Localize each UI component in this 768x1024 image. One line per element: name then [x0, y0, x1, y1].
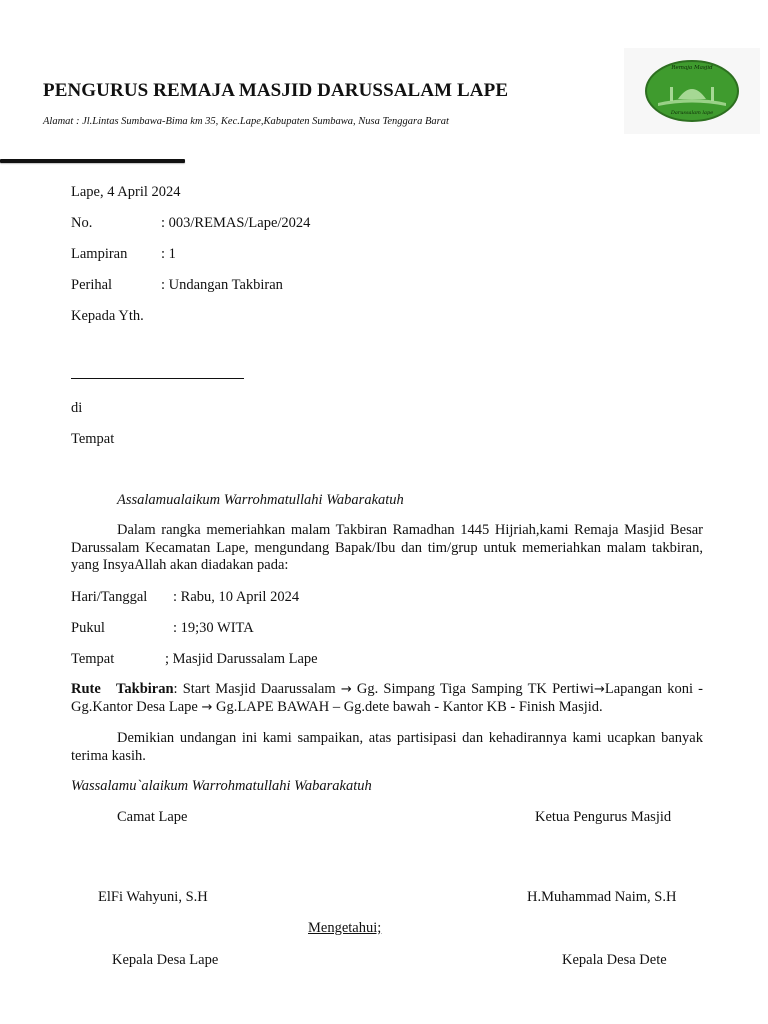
- letter-number-label: No.: [71, 215, 93, 231]
- event-venue-label: Tempat: [71, 651, 115, 667]
- subject-row: [71, 277, 283, 294]
- route-text-2: Gg. Simpang Tiga Samping TK Pertiwi: [351, 681, 594, 697]
- subject-label: Perihal: [71, 277, 113, 293]
- event-day-value: : Rabu, 10 April 2024: [173, 589, 300, 605]
- event-time-value: : 19;30 WITA: [173, 620, 254, 636]
- greeting: Assalamualaikum Warrohmatullahi Wabarakatuh: [117, 492, 404, 508]
- arrow-right-icon: →: [593, 682, 605, 697]
- signatory-right-title: Ketua Pengurus Masjid: [535, 809, 672, 825]
- closing-paragraph: Demikian undangan ini kami sampaikan, atas partisipasi dan kehadirannya kami ucapkan banyak terima kasih.: [71, 730, 703, 764]
- signatory-left-title: Camat Lape: [117, 809, 188, 825]
- signatory-left-title-2: Kepala Desa Lape: [112, 952, 219, 968]
- event-day-row: [71, 589, 299, 606]
- recipient-label: Kepada Yth.: [71, 308, 144, 324]
- di-label: di: [71, 400, 83, 416]
- signatory-right-name: H.Muhammad Naim, S.H: [527, 889, 677, 905]
- organization-title: PENGURUS REMAJA MASJID DARUSSALAM LAPE: [43, 80, 509, 101]
- intro-paragraph: Dalam rangka memeriahkan malam Takbiran Ramadhan 1445 Hijriah,kami Remaja Masjid Besar Darussalam Kecamatan Lape, mengundang Bapak/Ibu dan tim/grup untuk memeriahkan malam takbiran, yang InsyaAllah akan diadakan pada:: [71, 522, 703, 573]
- recipient-blank-line: [71, 378, 244, 379]
- attachment-row: [71, 246, 176, 263]
- route-text-3: Lapangan koni - Gg.Kantor Desa Lape: [71, 681, 703, 715]
- letter-number-value: : 003/REMAS/Lape/2024: [161, 215, 311, 231]
- logo-text-top: Remaja Masjid: [671, 65, 713, 71]
- logo-text-bottom: Darussalam lape: [670, 110, 714, 116]
- farewell: Wassalamu`alaikum Warrohmatullahi Wabarakatuh: [71, 778, 372, 794]
- attachment-value: : 1: [161, 246, 176, 262]
- event-time-row: [71, 620, 254, 637]
- route-text-1: : Start Masjid Daarussalam: [173, 681, 341, 697]
- organization-logo: [624, 48, 760, 134]
- route-label: Rute Takbiran: [71, 681, 174, 697]
- letter-number-row: [71, 215, 310, 232]
- signatory-left-name: ElFi Wahyuni, S.H: [98, 889, 208, 905]
- organization-address: Alamat : Jl.Lintas Sumbawa-Bima km 35, Kec.Lape,Kabupaten Sumbawa, Nusa Tenggara Barat: [43, 116, 449, 127]
- event-day-label: Hari/Tanggal: [71, 589, 148, 605]
- mosque-logo-icon: [644, 59, 740, 123]
- place-label: Tempat: [71, 431, 115, 447]
- letter-date: Lape, 4 April 2024: [71, 184, 181, 200]
- attachment-label: Lampiran: [71, 246, 128, 262]
- event-venue-row: [71, 651, 318, 668]
- event-venue-value: ; Masjid Darussalam Lape: [165, 651, 318, 667]
- event-time-label: Pukul: [71, 620, 105, 636]
- subject-value: : Undangan Takbiran: [161, 277, 283, 293]
- signatory-right-title-2: Kepala Desa Dete: [562, 952, 667, 968]
- arrow-right-icon: →: [340, 682, 352, 697]
- route-text-4: Gg.LAPE BAWAH – Gg.dete bawah - Kantor KB - Finish Masjid.: [212, 698, 603, 715]
- arrow-right-icon: →: [201, 699, 213, 715]
- route-paragraph: [71, 681, 703, 716]
- acknowledged-label: Mengetahui;: [308, 920, 382, 936]
- header-rule: [0, 159, 185, 163]
